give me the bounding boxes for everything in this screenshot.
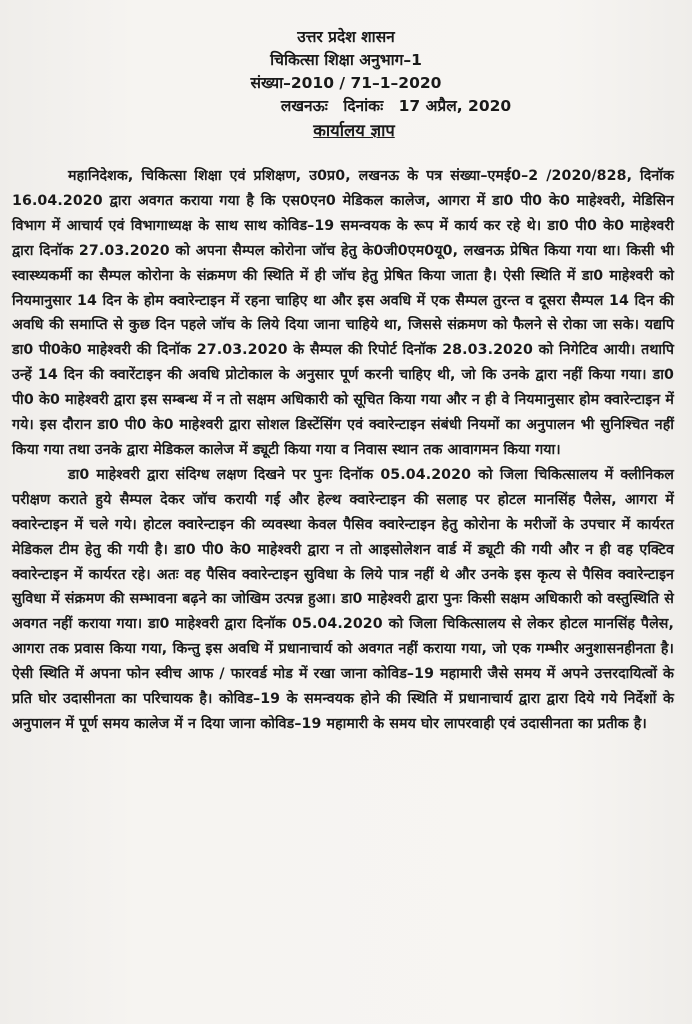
place-date-line	[0, 95, 692, 118]
government-name: उत्तर प्रदेश शासन	[297, 28, 395, 46]
place-date	[281, 95, 521, 118]
memo-title: कार्यालय ज्ञाप	[313, 121, 395, 140]
date-label: दिनांकः	[343, 97, 384, 115]
place: लखनऊः	[280, 97, 328, 115]
paragraph: महानिदेशक, चिकित्सा शिक्षा एवं प्रशिक्षण, उ0प्र0, लखनऊ के पत्र संख्या–एमई0–2 /2020/828, दिनॉक 16.04.2020 द्वारा अवगत कराया गया है कि एस0एन0 मेडिकल कालेज, आगरा में डा0 पी0 के0 माहेश्वरी, मेडिसिन विभाग में आचार्य एवं विभागाध्यक्ष के साथ साथ कोविड–19 समन्वयक के रूप में कार्य कर रहे थे। डा0 पी0 के0 माहेश्वरी द्वारा दिनॉक 27.03.2020 को अपना सैम्पल कोरोना जॉच हेतु के0जी0एम0यू0, लखनऊ प्रेषित किया गया था। किसी भी स्वास्थ्यकर्मी का सैम्पल कोरोना के संक्रमण की स्थिति में ही जॉच हेतु प्रेषित किया जाता है। ऐसी स्थिति में डा0 माहेश्वरी को नियमानुसार 14 दिन के होम क्वारेन्टाइन में रहना चाहिए था और इस अवधि में एक सैम्पल तुरन्त व दूसरा सैम्पल 14 दिन की अवधि की समाप्ति से कुछ दिन पहले जॉच के लिये दिया जाना चाहिये था, जिससे संक्रमण को फैलने से रोका जा सके। यद्यपि डा0 पी0के0 माहेश्वरी की दिनॉक 27.03.2020 के सैम्पल की रिपोर्ट दिनॉक 28.03.2020 को निगेटिव आयी। तथापि उन्हें 14 दिन की क्वारेंटाइन की अवधि प्रोटोकाल के अनुसार पूर्ण करनी चाहिए थी, जो कि उनके द्वारा नहीं किया गया। डा0 पी0 के0 माहेश्वरी द्वारा इस सम्बन्ध में न तो सक्षम अधिकारी को सूचित किया गया और न ही वे नियमानुसार होम क्वारेन्टाइन में गये। इस दौरान डा0 पी0 के0 माहेश्वरी द्वारा सोशल डिस्टेंसिंग एवं क्वारेन्टाइन संबंधी नियमों का अनुपालन भी सुनिश्चित नहीं किया गया तथा उनके द्वारा मेडिकल कालेज में ड्यूटी किया गया व निवास स्थान तक आवागमन किया गया।	[12, 168, 674, 458]
date-value: 17 अप्रैल, 2020	[398, 97, 512, 115]
reference-number: संख्या–2010 / 71–1–2020	[250, 74, 442, 92]
paragraph: डा0 माहेश्वरी द्वारा संदिग्ध लक्षण दिखने पर पुनः दिनॉक 05.04.2020 को जिला चिकित्सालय में क्लीनिकल परीक्षण कराते हुये सैम्पल देकर जॉच करायी गई और हेल्थ क्वारेन्टाइन की सलाह पर होटल मानसिंह पैलेस, आगरा में क्वारेन्टाइन में चले गये। होटल क्वारेन्टाइन की व्यवस्था केवल पैसिव क्वारेन्टाइन हेतु कोरोना के मरीजों के उपचार में कार्यरत मेडिकल टीम हेतु की गयी है। डा0 पी0 के0 माहेश्वरी द्वारा न तो आइसोलेशन वार्ड में ड्यूटी की गयी और न ही वह एक्टिव क्वारेन्टाइन में कार्यरत रहे। अतः वह पैसिव क्वारेन्टाइन सुविधा के लिये पात्र नहीं थे और उनके इस कृत्य से पैसिव क्वारेन्टाइन सुविधा में संक्रमण की सम्भावना बढ़ने का जोखिम उत्पन्न हुआ। डा0 माहेश्वरी द्वारा पुनः किसी सक्षम अधिकारी को वस्तुस्थिति से अवगत नहीं कराया गया। डा0 माहेश्वरी द्वारा दिनॉक 05.04.2020 को जिला चिकित्सालय से लेकर होटल मानसिंह पैलेस, आगरा तक प्रवास किया गया, किन्तु इस अवधि में प्रधानाचार्य को अवगत नहीं कराया गया, जो एक गम्भीर अनुशासनहीनता है। ऐसी स्थिति में अपना फोन स्वीच आफ / फारवर्ड मोड में रखा जाना कोविड–19 महामारी जैसे समय में अपने उत्तरदायित्वों के प्रति घोर उदासीनता का परिचायक है। कोविड–19 के समन्वयक होने की स्थिति में प्रधानाचार्य द्वारा द्वारा दिये गये निर्देशों के अनुपालन में पूर्ण समय कालेज में न दिया जाना कोविड–19 महामारी के समय घोर लापरवाही एवं उदासीनता का प्रतीक है।	[12, 466, 674, 732]
memo-header	[0, 26, 692, 141]
memo-body	[12, 164, 674, 737]
department-name: चिकित्सा शिक्षा अनुभाग–1	[270, 51, 422, 69]
